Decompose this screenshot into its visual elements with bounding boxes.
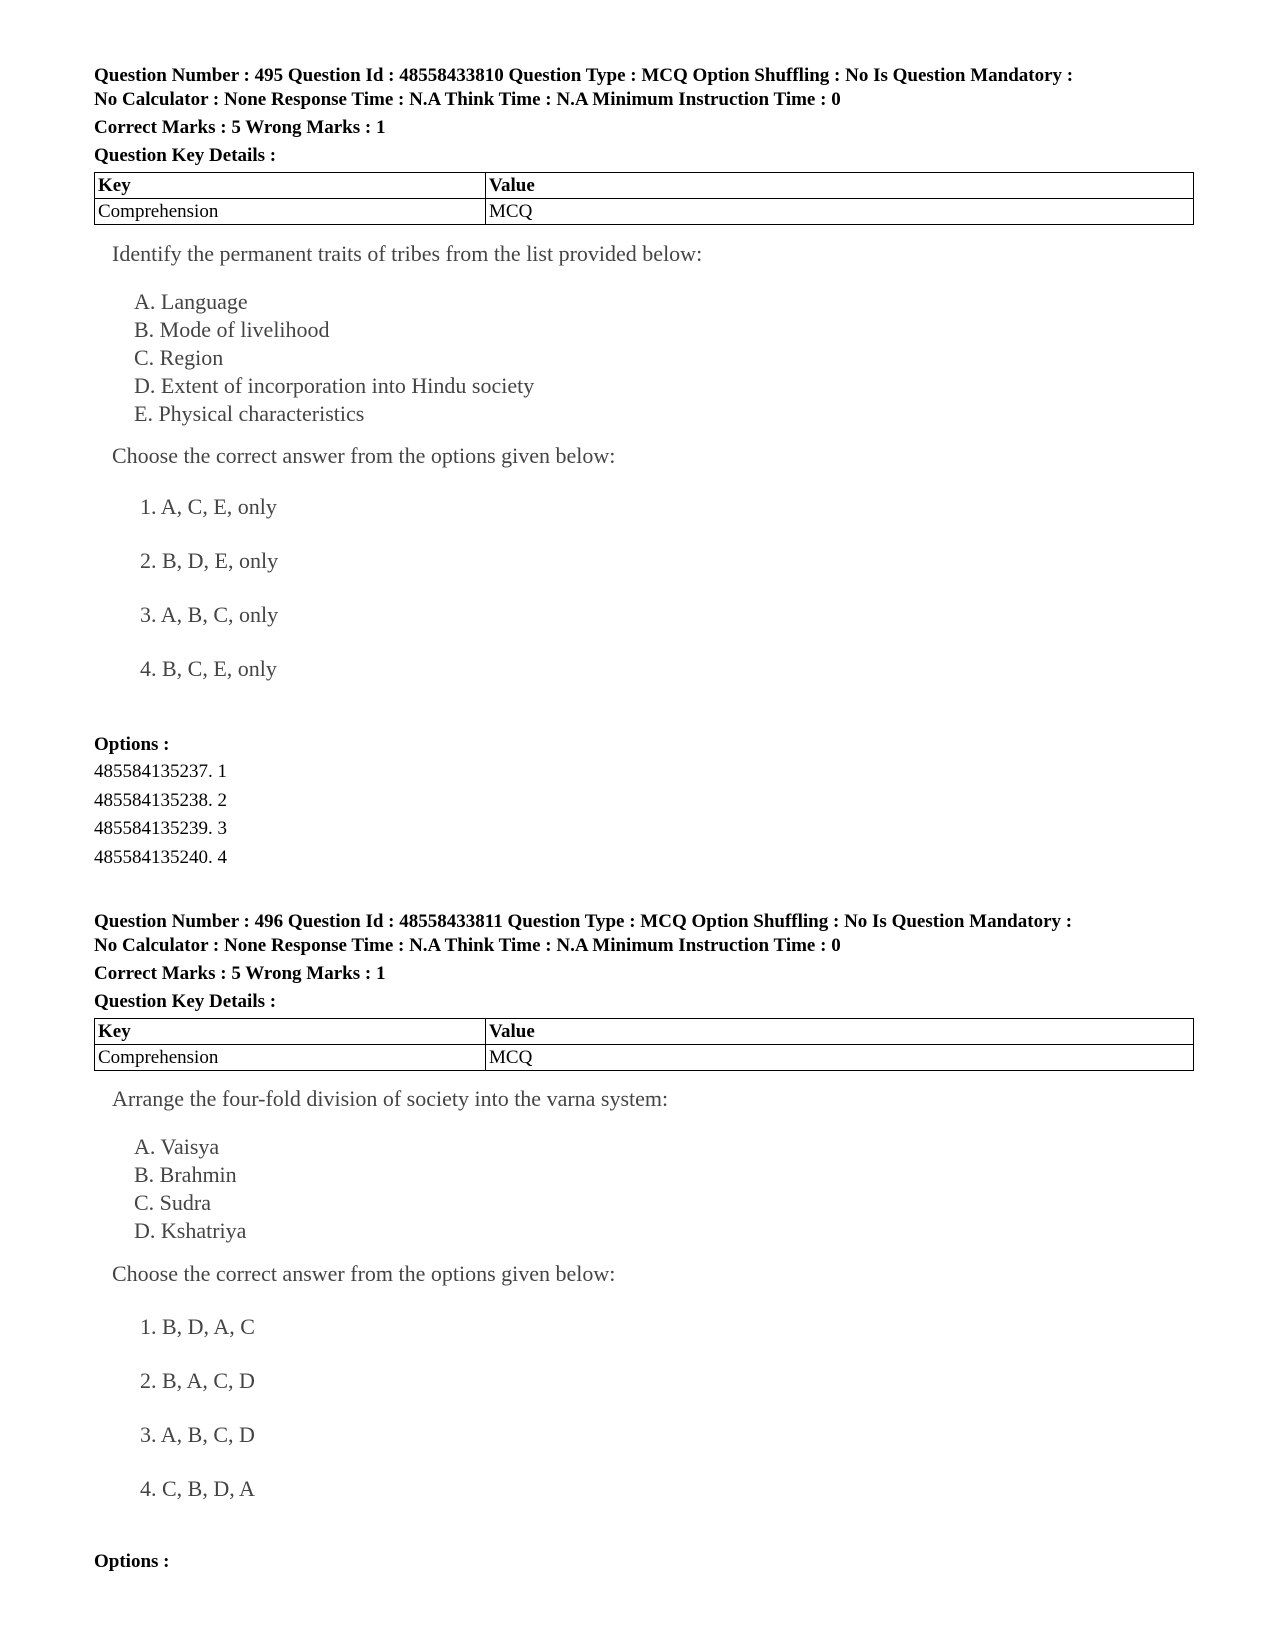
- key-details-table: [94, 1018, 1194, 1071]
- table-header-key: Key: [95, 1019, 486, 1045]
- statement-list: [134, 288, 534, 428]
- marks-line: Correct Marks : 5 Wrong Marks : 1: [94, 963, 386, 984]
- key-details-label: Question Key Details :: [94, 145, 277, 166]
- option-item: 485584135238. 2: [94, 789, 227, 811]
- question-header-line1: Question Number : 496 Question Id : 48558433811 Question Type : MCQ Option Shuffling : No Is Question Mandatory :: [94, 911, 1073, 932]
- question-header-line1: Question Number : 495 Question Id : 48558433810 Question Type : MCQ Option Shuffling : No Is Question Mandatory :: [94, 65, 1074, 86]
- marks-line: Correct Marks : 5 Wrong Marks : 1: [94, 117, 386, 138]
- table-header-value: Value: [486, 173, 1194, 199]
- statement-item: A. Language: [134, 289, 248, 314]
- key-details-label: Question Key Details :: [94, 991, 277, 1012]
- option-item: 485584135240. 4: [94, 846, 227, 868]
- answer-choice: 3. A, B, C, only: [140, 602, 279, 627]
- statement-list: [134, 1133, 246, 1245]
- statement-item: A. Vaisya: [134, 1134, 220, 1159]
- statement-item: C. Sudra: [134, 1190, 211, 1215]
- answer-choice: 2. B, A, C, D: [140, 1368, 255, 1393]
- table-cell-key: Comprehension: [95, 199, 486, 225]
- key-details-table: [94, 172, 1194, 225]
- statement-item: B. Mode of livelihood: [134, 317, 330, 342]
- choose-instruction: Choose the correct answer from the options given below:: [112, 443, 616, 468]
- statement-item: C. Region: [134, 345, 224, 370]
- table-cell-value: MCQ: [486, 1045, 1194, 1071]
- table-header-value: Value: [486, 1019, 1194, 1045]
- question-block-496: [94, 910, 1194, 1071]
- question-header-line2: No Calculator : None Response Time : N.A Think Time : N.A Minimum Instruction Time : 0: [94, 89, 841, 110]
- answer-choice: 4. B, C, E, only: [140, 656, 277, 681]
- answer-choice: 1. A, C, E, only: [140, 494, 277, 519]
- choose-instruction: Choose the correct answer from the options given below:: [112, 1261, 616, 1286]
- table-cell-key: Comprehension: [95, 1045, 486, 1071]
- option-item: 485584135237. 1: [94, 761, 227, 782]
- options-list: [94, 758, 227, 872]
- answer-choice: 4. C, B, D, A: [140, 1476, 255, 1501]
- options-label: Options :: [94, 734, 170, 755]
- answer-choice: 2. B, D, E, only: [140, 548, 279, 573]
- statement-item: D. Kshatriya: [134, 1218, 247, 1243]
- answer-choice: 3. A, B, C, D: [140, 1422, 255, 1447]
- answer-choice-list: [140, 493, 278, 709]
- question-stem: Arrange the four-fold division of society into the varna system:: [112, 1086, 669, 1111]
- answer-choice-list: [140, 1313, 255, 1529]
- table-header-key: Key: [95, 173, 486, 199]
- question-block-495: [94, 64, 1194, 225]
- question-content-495: [94, 240, 1194, 700]
- statement-item: D. Extent of incorporation into Hindu society: [134, 373, 535, 398]
- table-cell-value: MCQ: [486, 199, 1194, 225]
- statement-item: E. Physical characteristics: [134, 401, 365, 426]
- statement-item: B. Brahmin: [134, 1162, 237, 1187]
- question-content-496: [94, 1085, 1194, 1525]
- answer-choice: 1. B, D, A, C: [140, 1314, 255, 1339]
- options-label: Options :: [94, 1551, 170, 1572]
- question-stem: Identify the permanent traits of tribes from the list provided below:: [112, 241, 703, 266]
- question-header-line2: No Calculator : None Response Time : N.A Think Time : N.A Minimum Instruction Time : 0: [94, 935, 841, 956]
- option-item: 485584135239. 3: [94, 818, 227, 839]
